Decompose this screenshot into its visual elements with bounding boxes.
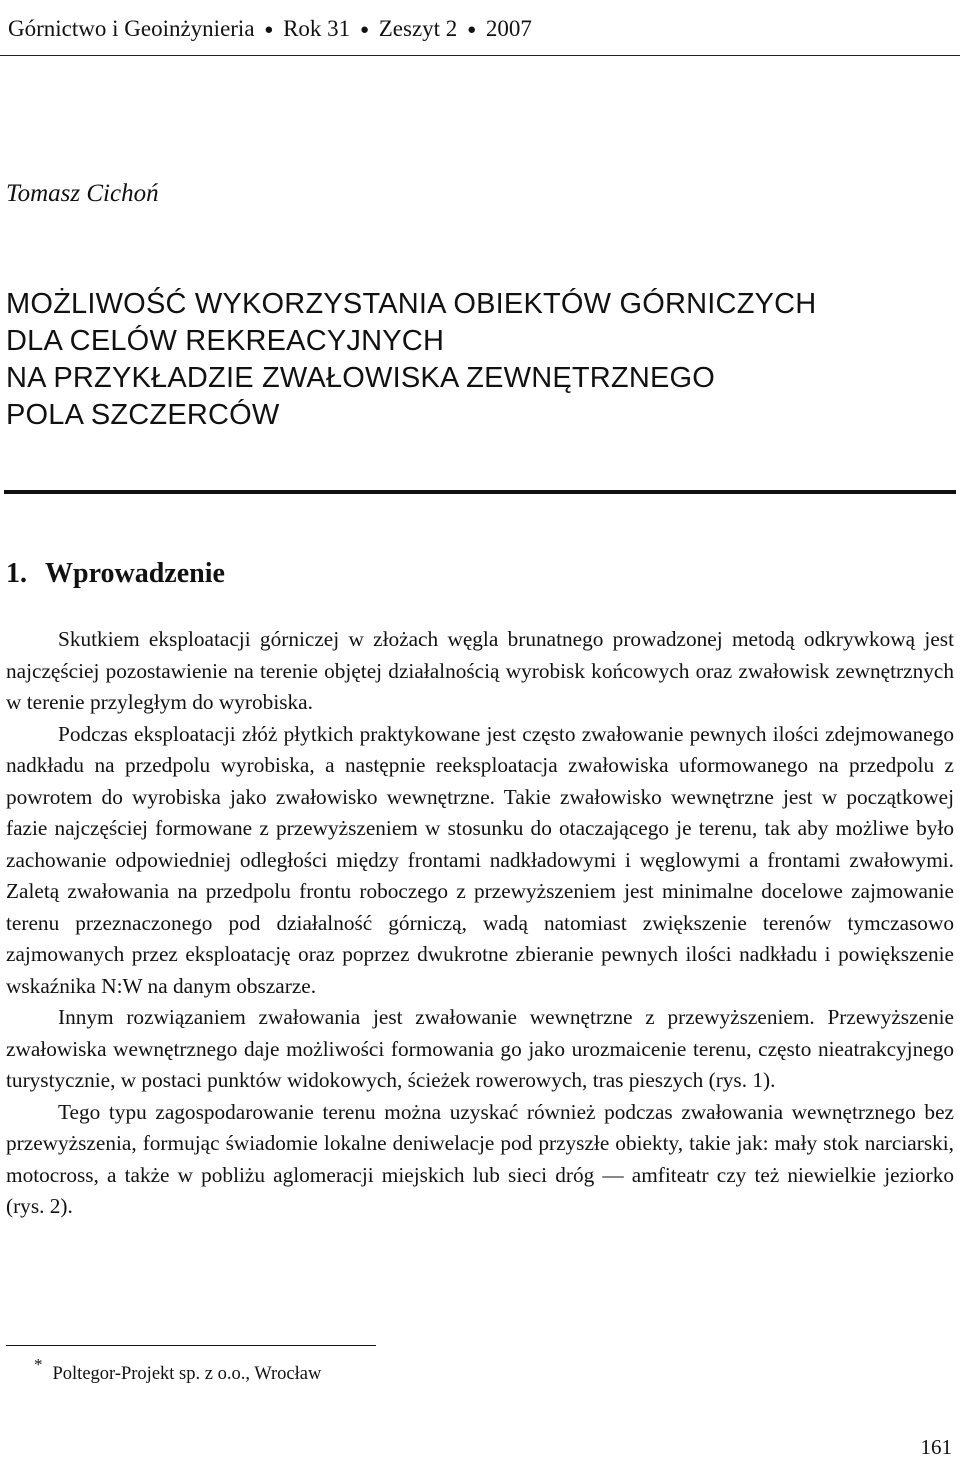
bullet-separator-icon: ● [264, 22, 274, 38]
paragraph: Innym rozwiązaniem zwałowania jest zwałowanie wewnętrzne z przewyższeniem. Przewyższenie zwałowiska wewnętrznego daje możliwości formowania go jako urozmaicenie terenu, często nieatrakcyjnego turystycznie, w postaci punktów widokowych, ścieżek rowerowych, tras pieszych (rys. 1). [6, 1005, 954, 1092]
footnote-mark: * [34, 1355, 43, 1374]
paragraph: Podczas eksploatacji złóż płytkich praktykowane jest często zwałowanie pewnych ilości zdejmowanego nadkładu na przedpolu wyrobiska, a następnie reeksploatacja zwałowiska uformowanego na przedpolu z powrotem do wyrobiska jako zwałowisko wewnętrzne. Takie zwałowisko wewnętrzne jest w początkowej fazie najczęściej formowane z przewyższeniem w stosunku do otaczającego je terenu, tak aby możliwe było zachowanie odpowiedniej odległości między frontami nadkładowymi i węglowymi a frontami zwałowymi. Zaletą zwałowania na przedpolu frontu roboczego z przewyższeniem jest minimalne docelowe zajmowanie terenu przeznaczonego pod działalność górniczą, wadą natomiast zwiększenie terenów tymczasowo zajmowanych przez eksploatację oraz poprzez dwukrotne zbieranie pewnych ilości nadkładu i powiększenie wskaźnika N:W na danym obszarze. [6, 721, 954, 998]
title-divider [4, 490, 956, 494]
section-number: 1. [6, 558, 27, 589]
footnote [34, 1355, 322, 1386]
title-line: POLA SZCZERCÓW [6, 399, 280, 431]
footnote-text: Poltegor-Projekt sp. z o.o., Wrocław [52, 1364, 322, 1384]
journal-year: 2007 [485, 16, 532, 41]
body-text [6, 624, 954, 1223]
footnote-divider [6, 1345, 376, 1346]
title-line: DLA CELÓW REKREACYJNYCH [6, 325, 445, 357]
bullet-separator-icon: ● [467, 22, 477, 38]
bullet-separator-icon: ● [359, 22, 369, 38]
author-name: Tomasz Cichoń [6, 180, 159, 207]
running-head [8, 14, 532, 47]
journal-name: Górnictwo i Geoinżynieria [8, 16, 255, 41]
section-title: Wprowadzenie [45, 558, 225, 589]
title-line: MOŻLIWOŚĆ WYKORZYSTANIA OBIEKTÓW GÓRNICZYCH [6, 288, 817, 320]
paragraph: Tego typu zagospodarowanie terenu można uzyskać również podczas zwałowania wewnętrznego bez przewyższenia, formując świadomie lokalne deniwelacje pod przyszłe obiekty, takie jak: mały stok narciarski, motocross, a także w pobliżu aglomeracji miejskich lub sieci dróg — amfiteatr czy też niewielkie jeziorko (rys. 2). [6, 1099, 954, 1218]
paragraph: Skutkiem eksploatacji górniczej w złożach węgla brunatnego prowadzonej metodą odkrywkową jest najczęściej pozostawienie na terenie objętej działalnością wyrobisk końcowych oraz zwałowisk zewnętrznych w terenie przyległym do wyrobiska. [6, 627, 954, 714]
journal-issue: Zeszyt 2 [378, 16, 458, 41]
page-number: 161 [920, 1435, 952, 1459]
article-title [6, 286, 816, 434]
header-divider [0, 55, 960, 56]
title-line: NA PRZYKŁADZIE ZWAŁOWISKA ZEWNĘTRZNEGO [6, 362, 716, 394]
section-heading [6, 556, 225, 592]
journal-year-label: Rok 31 [283, 16, 351, 41]
